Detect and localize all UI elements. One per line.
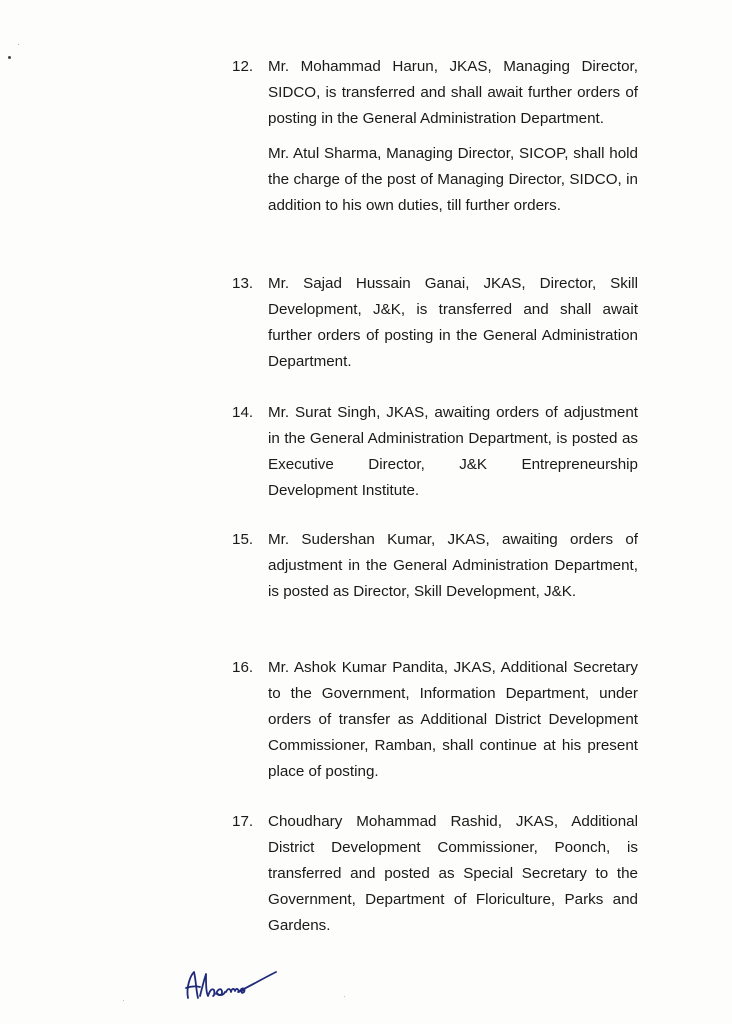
scan-speck: [344, 996, 345, 997]
item-body: [268, 271, 638, 375]
handwritten-signature: [180, 958, 280, 1006]
order-item-16: [232, 655, 638, 785]
item-paragraph: Mr. Mohammad Harun, JKAS, Managing Director, SIDCO, is transferred and shall await further orders of posting in the General Administration Department.: [268, 58, 638, 127]
order-item-13: [232, 271, 638, 375]
item-body: [268, 527, 638, 605]
item-paragraph: Mr. Ashok Kumar Pandita, JKAS, Additional Secretary to the Government, Information Department, under orders of transfer as Additional District Development Commissioner, Ramban, shall continue at his present place of posting.: [268, 659, 638, 780]
scan-speck: [8, 56, 11, 59]
item-paragraph: Mr. Sajad Hussain Ganai, JKAS, Director, Skill Development, J&K, is transferred and shall await further orders of posting in the General Administration Department.: [268, 275, 638, 370]
scan-speck: [123, 1000, 124, 1001]
item-body: [268, 809, 638, 939]
order-item-14: [232, 400, 638, 504]
item-number: 12.: [232, 58, 254, 75]
item-paragraph: Choudhary Mohammad Rashid, JKAS, Additional District Development Commissioner, Poonch, is transferred and posted as Special Secretary to the Government, Department of Floriculture, Parks and Gardens.: [268, 813, 638, 934]
item-number: 13.: [232, 275, 254, 292]
item-body: [268, 54, 638, 219]
item-body: [268, 655, 638, 785]
order-item-15: [232, 527, 638, 605]
item-paragraph: Mr. Surat Singh, JKAS, awaiting orders of adjustment in the General Administration Department, is posted as Executive Director, J&K Entrepreneurship Development Institute.: [268, 404, 638, 499]
item-number: 17.: [232, 813, 254, 830]
item-number: 14.: [232, 404, 254, 421]
item-number: 16.: [232, 659, 254, 676]
item-number: 15.: [232, 531, 254, 548]
item-paragraph: Mr. Atul Sharma, Managing Director, SICOP, shall hold the charge of the post of Managing Director, SIDCO, in addition to his own duties, till further orders.: [268, 145, 638, 214]
scan-speck: [18, 44, 19, 45]
order-item-12: [232, 54, 638, 219]
item-body: [268, 400, 638, 504]
item-paragraph: Mr. Sudershan Kumar, JKAS, awaiting orders of adjustment in the General Administration Department, is posted as Director, Skill Development, J&K.: [268, 531, 638, 600]
order-item-17: [232, 809, 638, 939]
